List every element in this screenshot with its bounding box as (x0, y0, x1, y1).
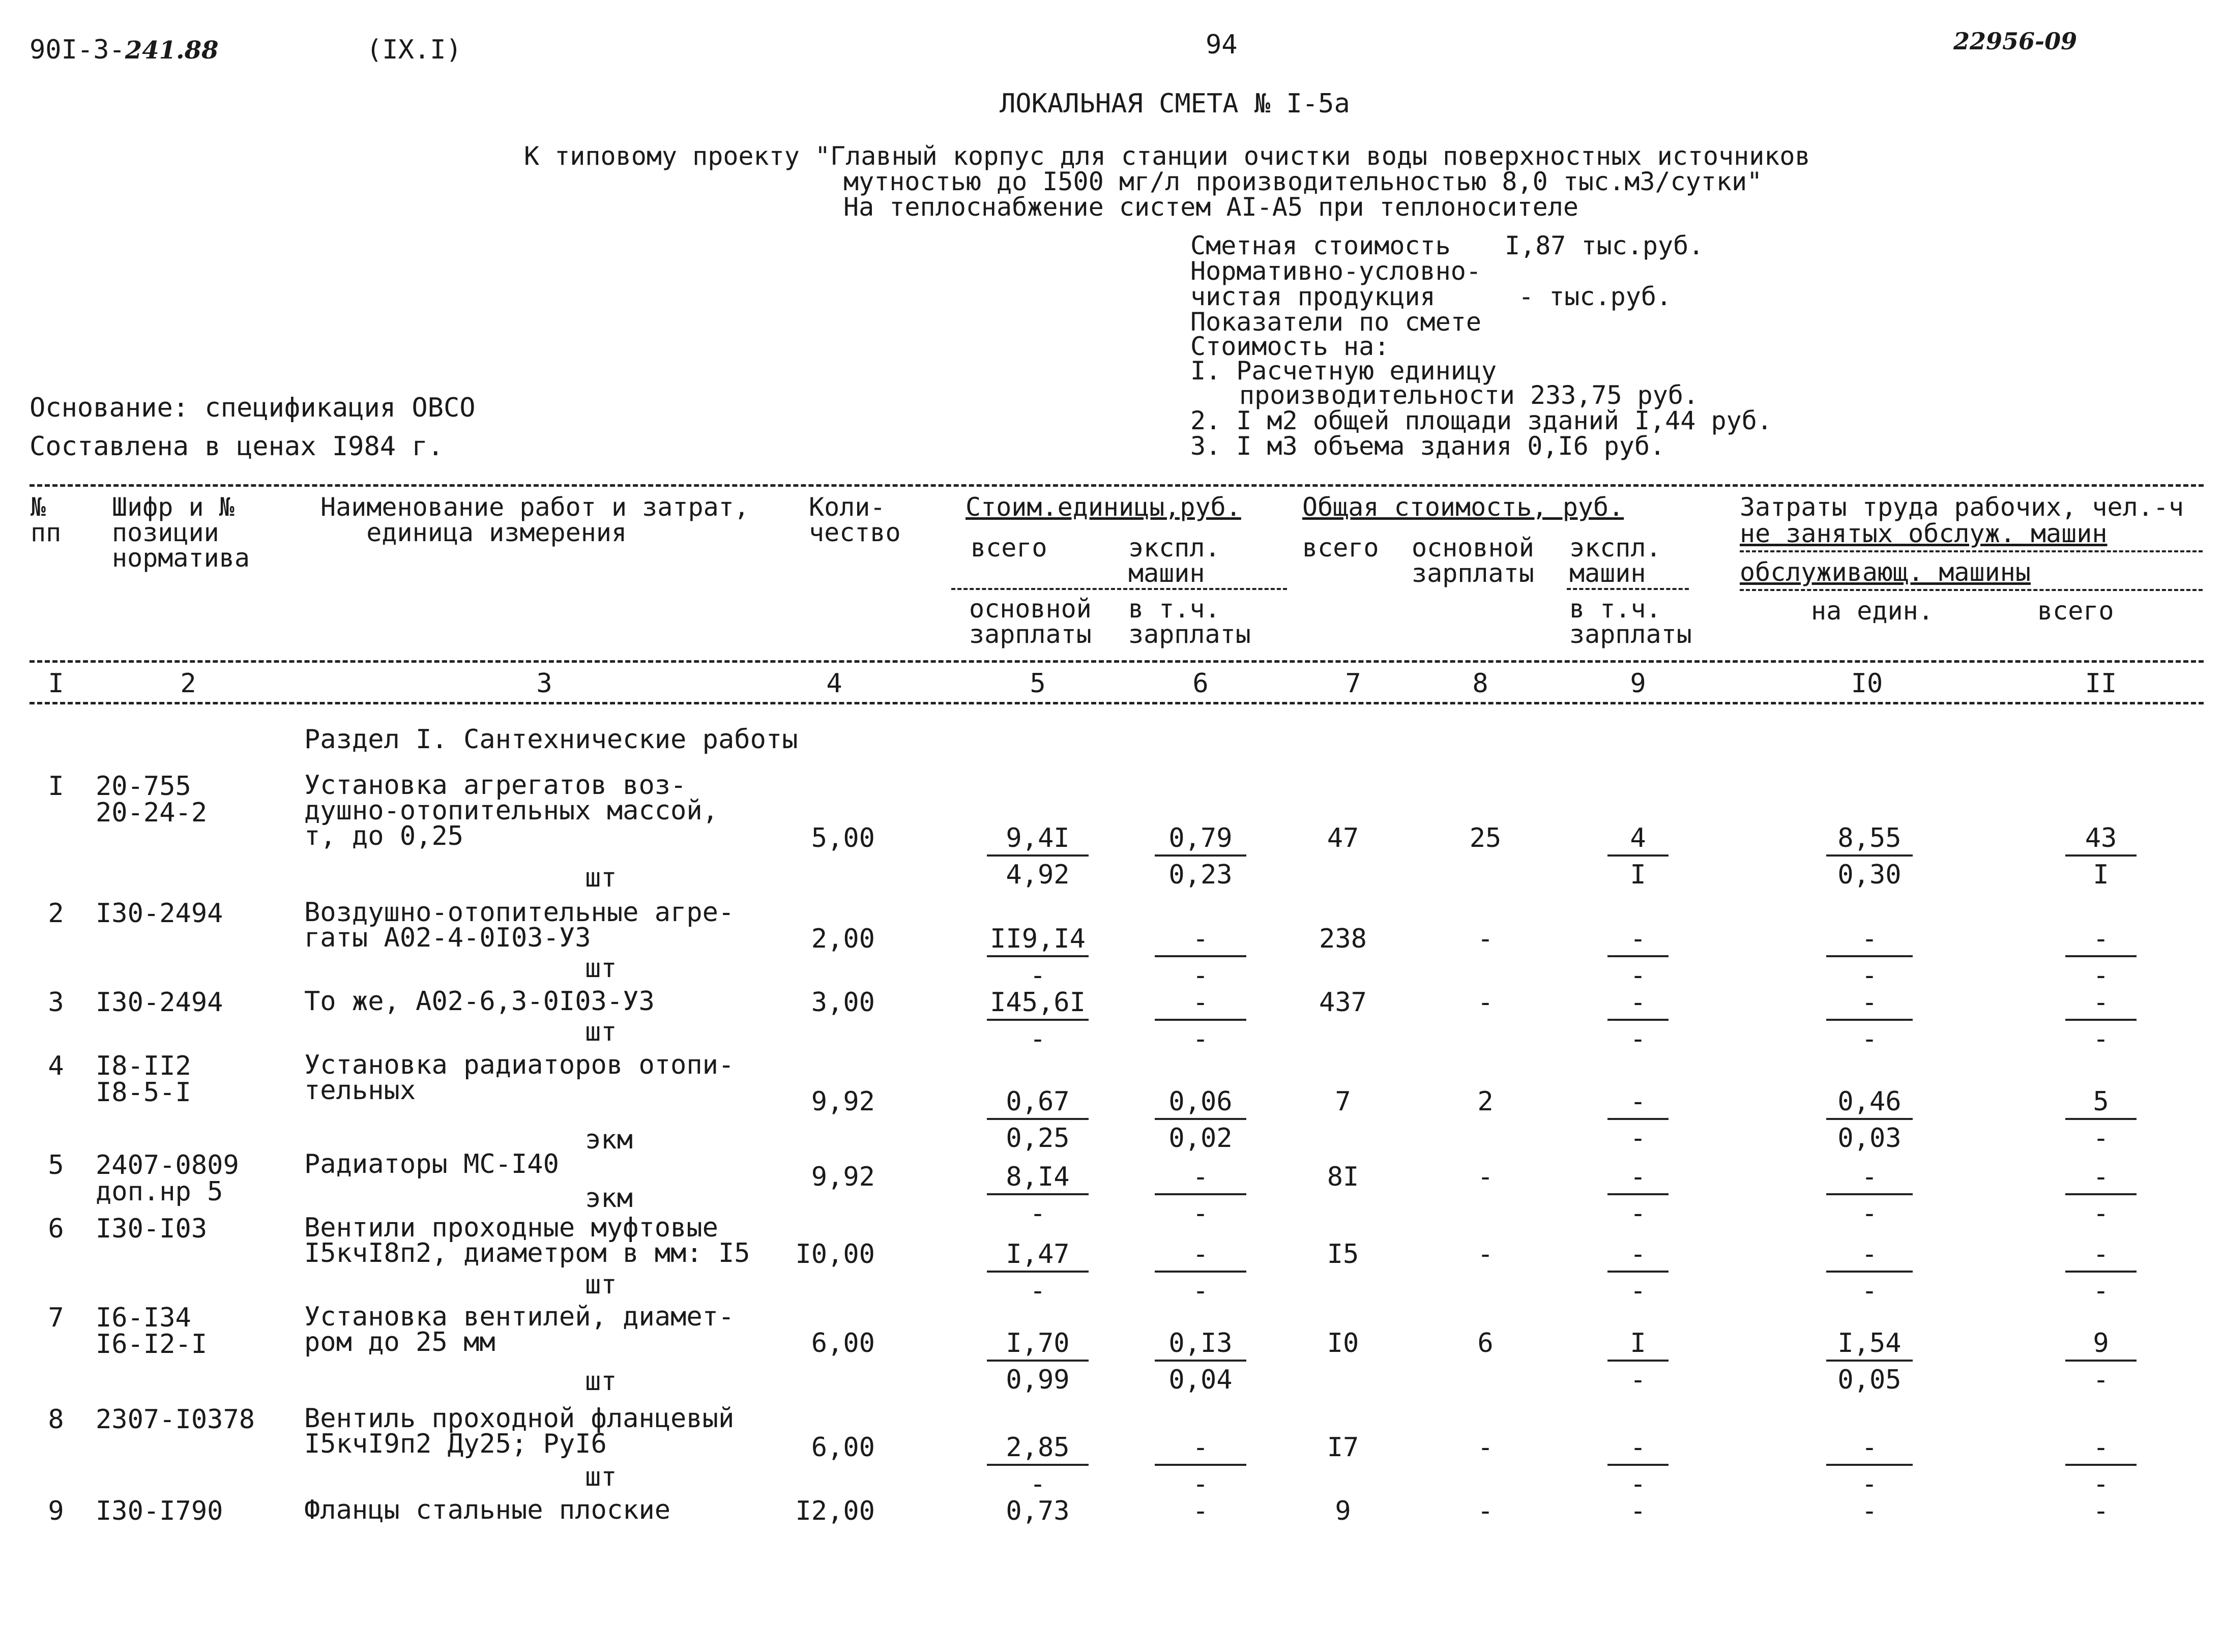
indicator-item-2: 2. I м2 общей площади зданий I,44 руб. (1190, 406, 1772, 435)
row-value: - (1630, 1496, 1646, 1526)
row-fraction (987, 989, 1089, 1052)
row-name: Установка радиаторов отопи- тельных (304, 1050, 735, 1106)
row-total-wage: 6 (1477, 1328, 1494, 1359)
row-value: - (1192, 1496, 1209, 1526)
row-fraction (1826, 825, 1913, 888)
fraction-top: 9,4I (987, 825, 1089, 857)
row-fraction (1155, 1330, 1246, 1393)
row-quantity: 9,92 (811, 1086, 875, 1117)
row-fraction (987, 926, 1089, 989)
row-fraction (2065, 1088, 2137, 1152)
normative-label-1: Нормативно-условно- (1190, 256, 1481, 286)
row-fraction (987, 1434, 1089, 1497)
fraction-bottom: - (1192, 1276, 1209, 1306)
header-unit-mach: экспл. машин (1128, 533, 1220, 588)
header-labor-total: всего (2037, 596, 2114, 626)
fraction-top: - (1826, 989, 1913, 1021)
fraction-bottom: - (2093, 1469, 2109, 1499)
fraction-bottom: 0,04 (1168, 1365, 1233, 1395)
fraction-top: - (1826, 1241, 1913, 1273)
fraction-top: - (1155, 989, 1246, 1021)
row-fraction (987, 1164, 1089, 1227)
fraction-top: II9,I4 (987, 926, 1089, 957)
header-labor-rule-2 (1740, 589, 2203, 591)
row-name: То же, А02-6,3-0I03-У3 (304, 986, 655, 1017)
row-unit: шт (585, 1270, 617, 1300)
fraction-top: 43 (2065, 825, 2137, 857)
row-value: - (2093, 1496, 2109, 1526)
row-number: 4 (48, 1051, 64, 1081)
fraction-top: - (2065, 1164, 2137, 1195)
row-quantity: I0,00 (795, 1239, 875, 1270)
fraction-top: I,47 (987, 1241, 1089, 1273)
row-fraction (2065, 1434, 2137, 1497)
fraction-bottom: - (1861, 1469, 1878, 1499)
fraction-bottom: 0,03 (1837, 1123, 1902, 1154)
row-code: 2307-I0378 (96, 1404, 255, 1435)
fraction-top: 0,I3 (1155, 1330, 1246, 1362)
row-code: I30-2494 (96, 987, 223, 1018)
fraction-top: - (1155, 926, 1246, 957)
fraction-bottom: 0,99 (1006, 1365, 1070, 1395)
fraction-bottom: I (2093, 860, 2109, 890)
header-unit-split-rule (951, 588, 1287, 590)
header-labor-not: не занятых обслуж. машин (1740, 519, 2108, 548)
fraction-bottom: - (2093, 1365, 2109, 1395)
fraction-top: 0,79 (1155, 825, 1246, 857)
normative-value: - тыс.руб. (1518, 282, 1672, 311)
fraction-top: 0,06 (1155, 1088, 1246, 1120)
table-top-rule (30, 484, 2204, 487)
header-col-code: Шифр и № позиции норматива (112, 492, 250, 573)
fraction-bottom: - (2093, 1123, 2109, 1154)
col-number-3: 3 (536, 668, 552, 699)
fraction-top: - (1826, 1164, 1913, 1195)
fraction-bottom: 0,05 (1837, 1365, 1902, 1395)
row-quantity: I2,00 (795, 1496, 875, 1526)
row-fraction (1607, 1088, 1669, 1152)
row-code: I30-2494 (96, 898, 223, 929)
row-value: - (1861, 1496, 1878, 1526)
fraction-top: 8,I4 (987, 1164, 1089, 1195)
row-code: I30-I03 (96, 1214, 208, 1244)
row-code: I8-II2 I8-5-I (96, 1051, 191, 1108)
row-code: I6-I34 I6-I2-I (96, 1303, 208, 1360)
basis-line-2: Составлена в ценах I984 г. (30, 431, 444, 462)
row-unit: шт (585, 1462, 617, 1492)
row-fraction (1826, 1330, 1913, 1393)
row-quantity: 5,00 (811, 823, 875, 853)
fraction-bottom: - (1861, 1024, 1878, 1054)
section-title: Раздел I. Сантехнические работы (304, 724, 798, 755)
fraction-top: - (2065, 1241, 2137, 1273)
row-fraction (1607, 1330, 1669, 1393)
header-col-qty: Коли- чество (809, 492, 901, 547)
row-total-wage: 25 (1469, 823, 1502, 853)
fraction-bottom: - (1192, 1024, 1209, 1054)
page-number: 94 (1206, 29, 1238, 60)
fraction-top: - (1607, 989, 1669, 1021)
basis-line-1: Основание: спецификация ОВСО (30, 393, 476, 423)
row-name: Вентиль проходной фланцевый I5кчI9п2 Ду25; РуI6 (304, 1403, 735, 1459)
row-total-cost: I5 (1327, 1239, 1359, 1270)
row-quantity: 6,00 (811, 1432, 875, 1463)
row-total-cost: 47 (1327, 823, 1359, 853)
fraction-top: - (1607, 1164, 1669, 1195)
row-name: Фланцы стальные плоские (304, 1495, 671, 1525)
header-total-all: всего (1302, 533, 1379, 563)
row-number: 3 (48, 987, 64, 1018)
col-number-9: 9 (1630, 668, 1646, 699)
fraction-bottom: - (1630, 1365, 1646, 1395)
row-total-wage: - (1477, 1496, 1494, 1526)
col-number-10: I0 (1851, 668, 1883, 699)
row-fraction (1826, 1164, 1913, 1227)
fraction-top: - (1155, 1434, 1246, 1466)
row-number: 9 (48, 1496, 64, 1526)
row-name: Установка агрегатов воз- душно-отопительных массой, т, до 0,25 (304, 770, 718, 851)
row-name: Воздушно-отопительные агре- гаты А02-4-0I03-У3 (304, 897, 735, 953)
indicators-label: Показатели по смете (1190, 307, 1481, 337)
fraction-top: I (1607, 1330, 1669, 1362)
row-total-cost: 8I (1327, 1162, 1359, 1192)
row-total-cost: I0 (1327, 1328, 1359, 1359)
fraction-bottom: - (1630, 960, 1646, 991)
cost-on-label: Стоимость на: (1190, 332, 1390, 361)
fraction-top: - (1607, 1088, 1669, 1120)
header-labor-serv: обслуживающ. машины (1740, 557, 2031, 587)
row-number: 8 (48, 1404, 64, 1435)
row-fraction (1155, 825, 1246, 888)
col-number-8: 8 (1472, 668, 1488, 699)
fraction-bottom: 4,92 (1006, 860, 1070, 890)
document-code-prefix: 90I-3- (30, 35, 125, 65)
row-quantity: 2,00 (811, 924, 875, 954)
row-fraction (2065, 1330, 2137, 1393)
fraction-bottom: 0,23 (1168, 860, 1233, 890)
fraction-top: 9 (2065, 1330, 2137, 1362)
row-unit: экм (585, 1125, 633, 1155)
fraction-bottom: - (2093, 1024, 2109, 1054)
row-name: Радиаторы МС-I40 (304, 1149, 559, 1179)
project-line-3: На теплоснабжение систем AI-A5 при теплоносителе (843, 192, 1578, 222)
col-number-7: 7 (1345, 668, 1361, 699)
fraction-top: I,70 (987, 1330, 1089, 1362)
estimated-cost-value: I,87 тыс.руб. (1505, 231, 1704, 260)
fraction-top: - (1607, 926, 1669, 957)
row-code: I30-I790 (96, 1496, 223, 1526)
fraction-bottom: - (1192, 960, 1209, 991)
fraction-top: - (1607, 1241, 1669, 1273)
row-total-cost: 7 (1335, 1086, 1351, 1117)
row-total-wage: - (1477, 1432, 1494, 1463)
fraction-top: - (2065, 1434, 2137, 1466)
row-fraction (1607, 825, 1669, 888)
col-number-1: I (48, 668, 64, 699)
fraction-bottom: - (2093, 1276, 2109, 1306)
fraction-top: - (1155, 1241, 1246, 1273)
fraction-bottom: - (1861, 960, 1878, 991)
row-fraction (1826, 926, 1913, 989)
col-number-11: II (2085, 668, 2117, 699)
fraction-bottom: - (1630, 1469, 1646, 1499)
row-number: 2 (48, 898, 64, 929)
volume-label: (IX.I) (366, 35, 462, 65)
header-unit-wage: основной зарплаты (969, 594, 1092, 649)
row-fraction (1155, 1434, 1246, 1497)
document-code-handwritten: 241.88 (125, 36, 219, 65)
project-line-1: К типовому проекту "Главный корпус для станции очистки воды поверхностных источников (524, 141, 1810, 171)
row-fraction (1607, 1241, 1669, 1304)
col-number-2: 2 (180, 668, 196, 699)
header-unit-cost: Стоим.единицы,руб. (966, 492, 1241, 522)
row-fraction (1155, 1164, 1246, 1227)
row-fraction (2065, 1241, 2137, 1304)
indicator-item-1a: I. Расчетную единицу (1190, 356, 1497, 386)
row-number: I (48, 771, 64, 802)
row-fraction (987, 1330, 1089, 1393)
row-total-cost: 238 (1319, 924, 1367, 954)
fraction-bottom: - (1630, 1123, 1646, 1154)
row-total-wage: - (1477, 1239, 1494, 1270)
fraction-bottom: 0,25 (1006, 1123, 1070, 1154)
row-code: 2407-0809 доп.нр 5 (96, 1150, 239, 1207)
header-unit-incl: в т.ч. зарплаты (1128, 594, 1251, 649)
row-fraction (1607, 926, 1669, 989)
fraction-bottom: - (1030, 1469, 1046, 1499)
fraction-bottom: - (2093, 1198, 2109, 1229)
stamp-number: 22956-09 (1953, 27, 2078, 55)
fraction-bottom: - (1630, 1276, 1646, 1306)
row-total-wage: 2 (1477, 1086, 1494, 1117)
row-total-cost: 437 (1319, 987, 1367, 1018)
header-col-name: Наименование работ и затрат, единица измерения (320, 492, 749, 547)
row-total-wage: - (1477, 924, 1494, 954)
col-number-4: 4 (826, 668, 842, 699)
header-total-incl: в т.ч. зарплаты (1569, 594, 1692, 649)
row-code: 20-755 20-24-2 (96, 771, 208, 828)
header-total-wage: основной зарплаты (1412, 533, 1534, 588)
fraction-top: 0,46 (1826, 1088, 1913, 1120)
fraction-top: - (1826, 926, 1913, 957)
normative-label-2: чистая продукция (1190, 282, 1436, 311)
indicator-item-1b: производительности 233,75 руб. (1239, 380, 1699, 410)
col-number-rule (30, 702, 2204, 704)
fraction-top: - (2065, 989, 2137, 1021)
fraction-top: 2,85 (987, 1434, 1089, 1466)
fraction-top: - (1607, 1434, 1669, 1466)
project-line-2: мутностью до I500 мг/л производительностью 8,0 тыс.м3/сутки" (843, 167, 1763, 196)
row-quantity: 3,00 (811, 987, 875, 1018)
row-value: 0,73 (1006, 1496, 1070, 1526)
row-unit: шт (585, 863, 617, 893)
row-fraction (1826, 1241, 1913, 1304)
fraction-bottom: - (1630, 1024, 1646, 1054)
row-unit: шт (585, 953, 617, 984)
col-number-5: 5 (1030, 668, 1046, 699)
row-name: Вентили проходные муфтовые I5кчI8п2, диаметром в мм: I5 (304, 1213, 750, 1268)
estimated-cost-label: Сметная стоимость (1190, 231, 1451, 260)
row-unit: шт (585, 1017, 617, 1047)
row-number: 6 (48, 1214, 64, 1244)
fraction-bottom: - (2093, 960, 2109, 991)
indicator-item-3: 3. I м3 объема здания 0,I6 руб. (1190, 431, 1665, 461)
fraction-top: I,54 (1826, 1330, 1913, 1362)
row-total-cost: I7 (1327, 1432, 1359, 1463)
fraction-bottom: - (1192, 1198, 1209, 1229)
row-quantity: 9,92 (811, 1162, 875, 1192)
fraction-bottom: - (1630, 1198, 1646, 1229)
row-fraction (1155, 926, 1246, 989)
row-fraction (1155, 989, 1246, 1052)
fraction-bottom: - (1861, 1198, 1878, 1229)
fraction-top: I45,6I (987, 989, 1089, 1021)
fraction-top: 8,55 (1826, 825, 1913, 857)
fraction-bottom: - (1030, 1198, 1046, 1229)
row-fraction (1155, 1088, 1246, 1152)
header-unit-total: всего (971, 533, 1047, 563)
row-fraction (987, 1088, 1089, 1152)
row-fraction (1607, 1434, 1669, 1497)
fraction-bottom: - (1192, 1469, 1209, 1499)
header-labor: Затраты труда рабочих, чел.-ч (1740, 492, 2184, 522)
fraction-top: - (1826, 1434, 1913, 1466)
row-total-wage: - (1477, 1162, 1494, 1192)
header-total-mach: экспл. машин (1569, 533, 1661, 588)
fraction-top: 4 (1607, 825, 1669, 857)
row-fraction (2065, 989, 2137, 1052)
fraction-bottom: - (1861, 1276, 1878, 1306)
row-fraction (987, 825, 1089, 888)
row-fraction (1826, 1434, 1913, 1497)
row-fraction (2065, 926, 2137, 989)
row-fraction (987, 1241, 1089, 1304)
fraction-bottom: I (1630, 860, 1646, 890)
col-number-6: 6 (1192, 668, 1209, 699)
fraction-bottom: - (1030, 960, 1046, 991)
fraction-top: 0,67 (987, 1088, 1089, 1120)
fraction-bottom: - (1030, 1276, 1046, 1306)
row-unit: шт (585, 1366, 617, 1397)
header-total-split-rule (1567, 588, 1689, 590)
row-fraction (1607, 989, 1669, 1052)
header-total-cost: Общая стоимость, руб. (1302, 492, 1624, 522)
estimate-title: ЛОКАЛЬНАЯ СМЕТА № I-5а (1000, 88, 1350, 119)
fraction-bottom: 0,30 (1837, 860, 1902, 890)
fraction-bottom: - (1030, 1024, 1046, 1054)
row-total-cost: 9 (1335, 1496, 1351, 1526)
row-total-wage: - (1477, 987, 1494, 1018)
fraction-top: - (2065, 926, 2137, 957)
fraction-top: - (1155, 1164, 1246, 1195)
fraction-top: 5 (2065, 1088, 2137, 1120)
fraction-bottom: 0,02 (1168, 1123, 1233, 1154)
header-labor-unit: на един. (1811, 596, 1934, 626)
header-labor-rule-1 (1740, 550, 2203, 552)
row-number: 5 (48, 1150, 64, 1181)
row-unit: экм (585, 1183, 633, 1214)
header-col-no: № пп (31, 492, 62, 547)
row-quantity: 6,00 (811, 1328, 875, 1359)
row-fraction (1826, 989, 1913, 1052)
row-fraction (2065, 1164, 2137, 1227)
row-fraction (1826, 1088, 1913, 1152)
row-fraction (1607, 1164, 1669, 1227)
row-number: 7 (48, 1303, 64, 1333)
document-code (30, 37, 219, 63)
row-fraction (1155, 1241, 1246, 1304)
header-bottom-rule (30, 660, 2204, 663)
row-name: Установка вентилей, диамет- ром до 25 мм (304, 1302, 735, 1358)
row-fraction (2065, 825, 2137, 888)
